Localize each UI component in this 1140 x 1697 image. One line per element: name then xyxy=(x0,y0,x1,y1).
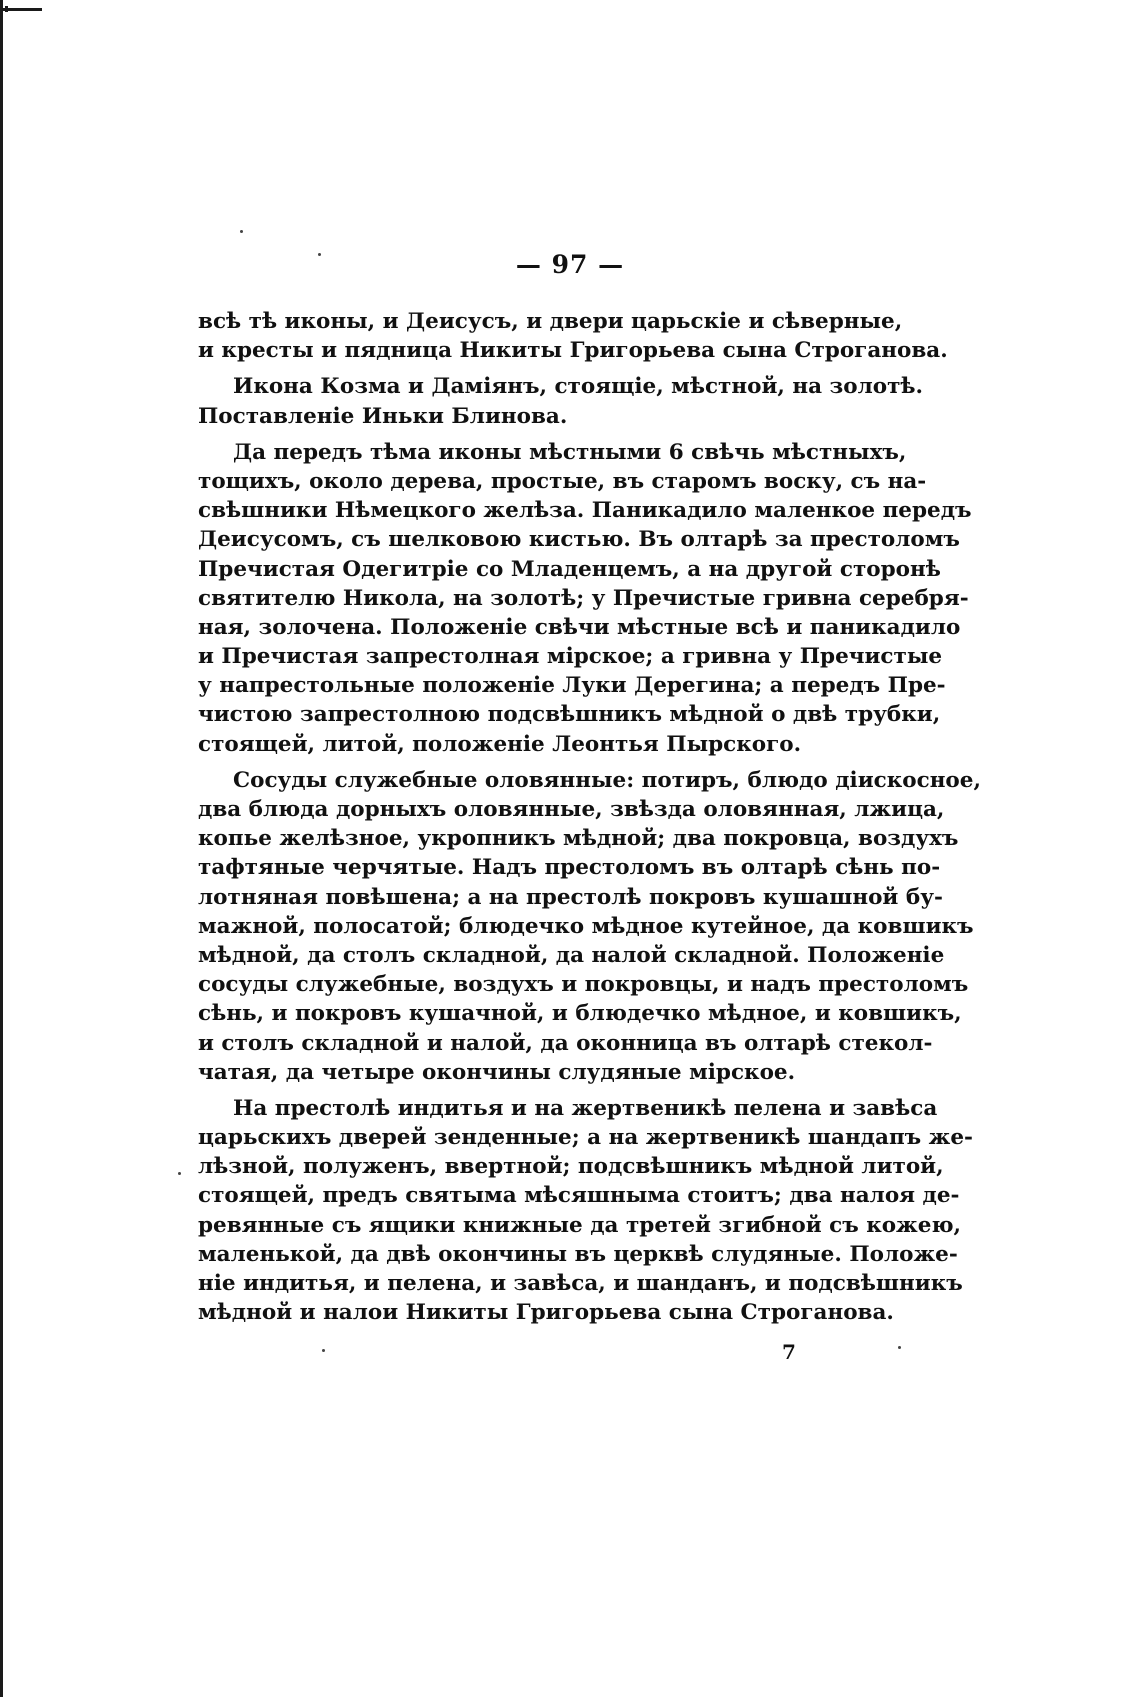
text-line: Икона Козма и Даміянъ, стоящіе, мѣстной, на золотѣ. xyxy=(233,374,924,400)
signature-mark: 7 xyxy=(782,1340,796,1364)
text-line: и кресты и пядница Никиты Григорьева сына Строганова. xyxy=(198,338,948,364)
text-line: Да передъ тѣма иконы мѣстными 6 свѣчь мѣстныхъ, xyxy=(233,439,907,465)
text-line: сѣнь, и покровъ кушачной, и блюдечко мѣдное, и ковшикъ, xyxy=(198,1001,962,1027)
text-line: ніе индитья, и пелена, и завѣса, и шанданъ, и подсвѣшникъ xyxy=(198,1271,963,1296)
scan-speck xyxy=(898,1346,901,1349)
text-line: Пречистая Одегитріе со Младенцемъ, а на другой сторонѣ xyxy=(198,556,941,582)
text-line: На престолѣ индитья и на жертвеникѣ пелена и завѣса xyxy=(233,1095,938,1121)
text-line: стоящей, предъ святыма мѣсяшныма стоитъ; два налоя де- xyxy=(198,1183,960,1209)
scan-speck xyxy=(178,1172,181,1175)
text-line: и столъ складной и налой, да оконница въ олтарѣ стекол- xyxy=(198,1030,933,1056)
text-line: тафтяные черчятые. Надъ престоломъ въ олтарѣ сѣнь по- xyxy=(198,855,941,881)
scan-speck xyxy=(240,230,243,233)
text-line: маленькой, да двѣ окончины въ церквѣ слудяные. Положе- xyxy=(198,1241,958,1267)
paragraph-1 xyxy=(198,307,948,365)
corner-mark-tick xyxy=(5,6,8,12)
text-line: два блюда дорныхъ оловянные, звѣзда оловянная, лжица, xyxy=(198,797,945,822)
paragraph-5 xyxy=(198,1094,973,1328)
text-line: свѣшники Нѣмецкого желѣза. Паникадило маленкое передъ xyxy=(198,498,972,524)
text-line: лѣзной, полуженъ, ввертной; подсвѣшникъ мѣдной литой, xyxy=(198,1154,944,1180)
text-line: ревянные съ ящики книжные да третей згибной съ кожею, xyxy=(198,1212,961,1238)
text-line: стоящей, литой, положеніе Леонтья Пырского. xyxy=(198,731,802,757)
text-line: лотняная повѣшена; а на престолѣ покровъ кушашной бу- xyxy=(198,884,943,910)
text-line: мѣдной, да столъ складной, да налой складной. Положеніе xyxy=(198,942,945,968)
text-line: чатая, да четыре окончины слудяные мірское. xyxy=(198,1059,796,1085)
text-line: всѣ тѣ иконы, и Деисусъ, и двери царьскіе и сѣверные, xyxy=(198,309,903,334)
text-line: Поставленіе Иньки Блинова. xyxy=(198,403,568,429)
text-line: мѣдной и налои Никиты Григорьева сына Строганова. xyxy=(198,1300,894,1326)
text-line: у напрестольные положеніе Луки Дерегина; а передъ Пре- xyxy=(198,673,946,699)
text-line: сосуды служебные, воздухъ и покровцы, и надъ престоломъ xyxy=(198,972,969,998)
scan-speck xyxy=(322,1349,325,1352)
text-line: ная, золочена. Положеніе свѣчи мѣстные всѣ и паникадило xyxy=(198,614,961,640)
paragraph-2 xyxy=(198,372,924,430)
text-line: мажной, полосатой; блюдечко мѣдное кутейное, да ковшикъ xyxy=(198,913,974,939)
text-line: тощихъ, около дерева, простые, въ старомъ воску, съ на- xyxy=(198,468,927,494)
text-line: царьскихъ дверей зенденные; а на жертвеникѣ шандапъ же- xyxy=(198,1125,973,1151)
paragraph-4 xyxy=(198,766,981,1087)
text-line: и Пречистая запрестолная мірское; а гривна у Пречистые xyxy=(198,644,943,670)
text-line: чистою запрестолною подсвѣшникъ мѣдной о двѣ трубки, xyxy=(198,702,941,728)
text-line: святителю Никола, на золотѣ; у Пречистые гривна серебря- xyxy=(198,585,969,611)
text-line: копье желѣзное, укропникъ мѣдной; два покровца, воздухъ xyxy=(198,826,959,852)
text-line: Деисусомъ, съ шелковою кистью. Въ олтарѣ за престоломъ xyxy=(198,527,960,553)
body-text xyxy=(198,307,981,1327)
paragraph-3 xyxy=(198,438,972,759)
page-number: — 97 — xyxy=(515,250,625,279)
text-line: Сосуды служебные оловянные: потиръ, блюдо діискосное, xyxy=(233,767,981,793)
